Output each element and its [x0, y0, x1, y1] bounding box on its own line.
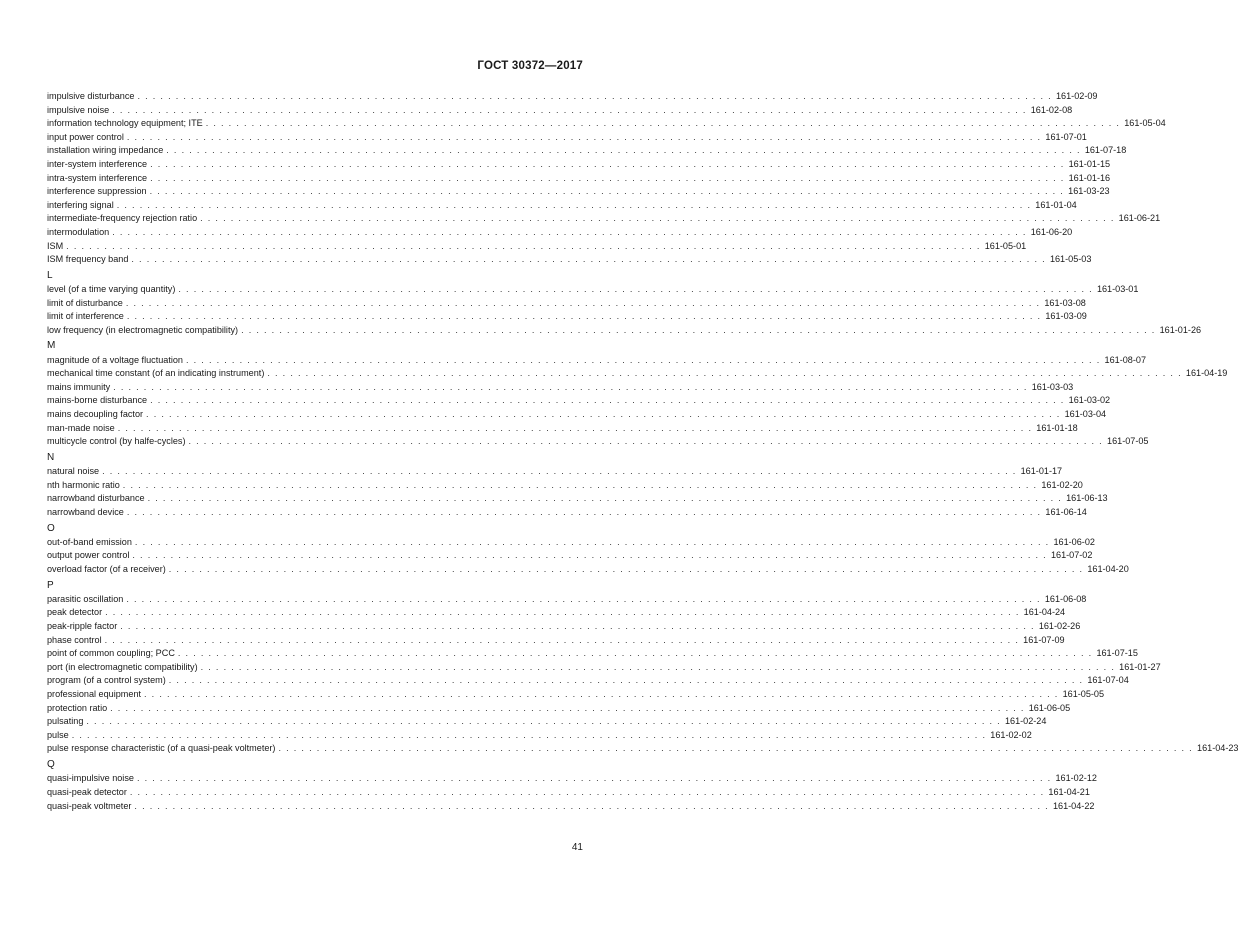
term-code: 161-03-03 — [1031, 381, 1074, 392]
term-text: pulse — [47, 729, 69, 740]
term-code: 161-01-16 — [1068, 172, 1111, 183]
term-text: peak-ripple factor — [47, 621, 118, 632]
term-code: 161-05-04 — [1124, 118, 1166, 129]
term-text: out-of-band emission — [47, 536, 132, 547]
index-entry — [47, 593, 1087, 607]
term-text: nth harmonic ratio — [47, 479, 120, 490]
term-code: 161-06-14 — [1045, 506, 1087, 517]
dot-leader: . . . . . . . . . . . . . . . . . . . . . . . . . . . . . . . . . . . . . . . . . . . . . . . . . . . . . . . . . . . . . . . . . . . . . . . . . . . . . . . . . . . . . . . . . . . . . . . . . . . . . . . . . . . . . . . . . . . . . . . . — [112, 104, 1027, 115]
dot-leader: . . . . . . . . . . . . . . . . . . . . . . . . . . . . . . . . . . . . . . . . . . . . . . . . . . . . . . . . . . . . . . . . . . . . . . . . . . . . . . . . . . . . . . . . . . . . . . . . . . . . . . . . . . . . . . . . . . . . . . . . — [144, 689, 1059, 700]
term-index — [47, 90, 1238, 813]
index-entry — [47, 634, 1065, 648]
term-code: 161-06-20 — [1030, 226, 1073, 237]
dot-leader: . . . . . . . . . . . . . . . . . . . . . . . . . . . . . . . . . . . . . . . . . . . . . . . . . . . . . . . . . . . . . . . . . . . . . . . . . . . . . . . . . . . . . . . . . . . . . . . . . . . . . . . . . . . . . . . . . . . . . . . . — [168, 564, 1084, 574]
term-code: 161-01-15 — [1068, 158, 1111, 169]
dot-leader: . . . . . . . . . . . . . . . . . . . . . . . . . . . . . . . . . . . . . . . . . . . . . . . . . . . . . . . . . . . . . . . . . . . . . . . . . . . . . . . . . . . . . . . . . . . . . . . . . . . . . . . . . . . . . . . . . . . . . . . . — [241, 324, 1156, 335]
section-letter: O — [47, 522, 55, 534]
index-entry — [47, 742, 1238, 756]
term-text: level (of a time varying quantity) — [47, 284, 176, 295]
term-code: 161-06-05 — [1028, 702, 1071, 713]
term-code: 161-06-21 — [1118, 213, 1161, 224]
dot-leader: . . . . . . . . . . . . . . . . . . . . . . . . . . . . . . . . . . . . . . . . . . . . . . . . . . . . . . . . . . . . . . . . . . . . . . . . . . . . . . . . . . . . . . . . . . . . . . . . . . . . . . . . . . . . . . . . . . . . . . . . — [137, 91, 1052, 101]
index-entry — [47, 506, 1087, 520]
dot-leader: . . . . . . . . . . . . . . . . . . . . . . . . . . . . . . . . . . . . . . . . . . . . . . . . . . . . . . . . . . . . . . . . . . . . . . . . . . . . . . . . . . . . . . . . . . . . . . . . . . . . . . . . . . . . . . . . . . . . . . . . — [122, 479, 1038, 490]
dot-leader: . . . . . . . . . . . . . . . . . . . . . . . . . . . . . . . . . . . . . . . . . . . . . . . . . . . . . . . . . . . . . . . . . . . . . . . . . . . . . . . . . . . . . . . . . . . . . . . . . . . . . . . . . . . . . . . . . . . . . . . . — [71, 729, 987, 740]
dot-leader: . . . . . . . . . . . . . . . . . . . . . . . . . . . . . . . . . . . . . . . . . . . . . . . . . . . . . . . . . . . . . . . . . . . . . . . . . . . . . . . . . . . . . . . . . . . . . . . . . . . . . . . . . . . . . . . . . . . . . . . . — [168, 675, 1084, 686]
term-text: natural noise — [47, 466, 100, 477]
index-entry — [47, 465, 1063, 479]
dot-leader: . . . . . . . . . . . . . . . . . . . . . . . . . . . . . . . . . . . . . . . . . . . . . . . . . . . . . . . . . . . . . . . . . . . . . . . . . . . . . . . . . . . . . . . . . . . . . . . . . . . . . . . . . . . . . . . . . . . . . . . . — [177, 648, 1093, 659]
term-code: 161-07-15 — [1096, 648, 1138, 659]
dot-leader: . . . . . . . . . . . . . . . . . . . . . . . . . . . . . . . . . . . . . . . . . . . . . . . . . . . . . . . . . . . . . . . . . . . . . . . . . . . . . . . . . . . . . . . . . . . . . . . . . . . . . . . . . . . . . . . . . . . . . . . . — [149, 186, 1065, 197]
dot-leader: . . . . . . . . . . . . . . . . . . . . . . . . . . . . . . . . . . . . . . . . . . . . . . . . . . . . . . . . . . . . . . . . . . . . . . . . . . . . . . . . . . . . . . . . . . . . . . . . . . . . . . . . . . . . . . . . . . . . . . . . — [136, 773, 1052, 784]
dot-leader: . . . . . . . . . . . . . . . . . . . . . . . . . . . . . . . . . . . . . . . . . . . . . . . . . . . . . . . . . . . . . . . . . . . . . . . . . . . . . . . . . . . . . . . . . . . . . . . . . . . . . . . . . . . . . . . . . . . . . . . . — [112, 226, 1027, 237]
term-text: magnitude of a voltage fluctuation — [47, 354, 183, 365]
index-entry — [47, 435, 1149, 449]
term-code: 161-08-07 — [1104, 354, 1147, 365]
dot-leader: . . . . . . . . . . . . . . . . . . . . . . . . . . . . . . . . . . . . . . . . . . . . . . . . . . . . . . . . . . . . . . . . . . . . . . . . . . . . . . . . . . . . . . . . . . . . . . . . . . . . . . . . . . . . . . . . . . . . . . . . — [86, 716, 1001, 727]
term-code: 161-03-09 — [1045, 311, 1087, 322]
index-entry — [47, 117, 1166, 131]
index-entry — [47, 310, 1087, 324]
term-code: 161-02-12 — [1055, 773, 1097, 784]
term-text: quasi-peak detector — [47, 786, 127, 797]
section-letter: N — [47, 451, 55, 463]
term-text: parasitic oscillation — [47, 593, 124, 604]
dot-leader: . . . . . . . . . . . . . . . . . . . . . . . . . . . . . . . . . . . . . . . . . . . . . . . . . . . . . . . . . . . . . . . . . . . . . . . . . . . . . . . . . . . . . . . . . . . . . . . . . . . . . . . . . . . . . . . . . . . . . . . . — [102, 466, 1017, 477]
term-code: 161-03-04 — [1064, 409, 1107, 420]
term-text: limit of disturbance — [47, 297, 123, 308]
section-letter: L — [47, 269, 53, 281]
dot-leader: . . . . . . . . . . . . . . . . . . . . . . . . . . . . . . . . . . . . . . . . . . . . . . . . . . . . . . . . . . . . . . . . . . . . . . . . . . . . . . . . . . . . . . . . . . . . . . . . . . . . . . . . . . . . . . . . . . . . . . . . — [126, 593, 1041, 604]
term-code: 161-03-23 — [1068, 186, 1110, 197]
index-entry — [47, 729, 1032, 743]
dot-leader: . . . . . . . . . . . . . . . . . . . . . . . . . . . . . . . . . . . . . . . . . . . . . . . . . . . . . . . . . . . . . . . . . . . . . . . . . . . . . . . . . . . . . . . . . . . . . . . . . . . . . . . . . . . . . . . . . . . . . . . . — [132, 550, 1047, 561]
term-code: 161-02-02 — [990, 729, 1032, 740]
term-code: 161-07-01 — [1045, 131, 1087, 142]
term-text: ISM — [47, 240, 64, 251]
dot-leader: . . . . . . . . . . . . . . . . . . . . . . . . . . . . . . . . . . . . . . . . . . . . . . . . . . . . . . . . . . . . . . . . . . . . . . . . . . . . . . . . . . . . . . . . . . . . . . . . . . . . . . . . . . . . . . . . . . . . . . . . — [129, 786, 1045, 797]
section-letter: M — [47, 340, 56, 352]
index-entry — [47, 253, 1092, 267]
term-text: pulse response characteristic (of a quasi-peak voltmeter) — [47, 743, 276, 754]
dot-leader: . . . . . . . . . . . . . . . . . . . . . . . . . . . . . . . . . . . . . . . . . . . . . . . . . . . . . . . . . . . . . . . . . . . . . . . . . . . . . . . . . . . . . . . . . . . . . . . . . . . . . . . . . . . . . . . . . . . . . . . . — [120, 621, 1035, 632]
index-entry — [47, 674, 1129, 688]
term-code: 161-01-18 — [1036, 422, 1078, 433]
dot-leader: . . . . . . . . . . . . . . . . . . . . . . . . . . . . . . . . . . . . . . . . . . . . . . . . . . . . . . . . . . . . . . . . . . . . . . . . . . . . . . . . . . . . . . . . . . . . . . . . . . . . . . . . . . . . . . . . . . . . . . . . — [134, 536, 1050, 547]
term-text: multicycle control (by halfe-cycles) — [47, 436, 186, 447]
term-code: 161-04-23 — [1197, 743, 1238, 754]
dot-leader: . . . . . . . . . . . . . . . . . . . . . . . . . . . . . . . . . . . . . . . . . . . . . . . . . . . . . . . . . . . . . . . . . . . . . . . . . . . . . . . . . . . . . . . . . . . . . . . . . . . . . . . . . . . . . . . . . . . . . . . . — [126, 311, 1042, 322]
index-entry — [47, 226, 1073, 240]
term-code: 161-03-08 — [1044, 297, 1086, 308]
term-code: 161-07-04 — [1087, 675, 1129, 686]
index-entry — [47, 800, 1095, 814]
term-code: 161-06-13 — [1066, 493, 1108, 504]
term-text: mains-borne disturbance — [47, 395, 148, 406]
term-text: quasi-peak voltmeter — [47, 800, 132, 811]
term-text: narrowband device — [47, 506, 124, 517]
dot-leader: . . . . . . . . . . . . . . . . . . . . . . . . . . . . . . . . . . . . . . . . . . . . . . . . . . . . . . . . . . . . . . . . . . . . . . . . . . . . . . . . . . . . . . . . . . . . . . . . . . . . . . . . . . . . . . . . . . . . . . . . — [146, 409, 1061, 420]
dot-leader: . . . . . . . . . . . . . . . . . . . . . . . . . . . . . . . . . . . . . . . . . . . . . . . . . . . . . . . . . . . . . . . . . . . . . . . . . . . . . . . . . . . . . . . . . . . . . . . . . . . . . . . . . . . . . . . . . . . . . . . . — [66, 240, 981, 251]
term-code: 161-01-26 — [1159, 324, 1202, 335]
term-code: 161-05-01 — [984, 240, 1027, 251]
dot-leader: . . . . . . . . . . . . . . . . . . . . . . . . . . . . . . . . . . . . . . . . . . . . . . . . . . . . . . . . . . . . . . . . . . . . . . . . . . . . . . . . . . . . . . . . . . . . . . . . . . . . . . . . . . . . . . . . . . . . . . . . — [200, 213, 1115, 224]
index-entry — [47, 240, 1027, 254]
term-text: mechanical time constant (of an indicating instrument) — [47, 368, 265, 379]
term-text: narrowband disturbance — [47, 493, 145, 504]
dot-leader: . . . . . . . . . . . . . . . . . . . . . . . . . . . . . . . . . . . . . . . . . . . . . . . . . . . . . . . . . . . . . . . . . . . . . . . . . . . . . . . . . . . . . . . . . . . . . . . . . . . . . . . . . . . . . . . . . . . . . . . . — [186, 354, 1101, 365]
term-code: 161-03-02 — [1068, 395, 1111, 406]
term-text: point of common coupling; PCC — [47, 648, 175, 659]
dot-leader: . . . . . . . . . . . . . . . . . . . . . . . . . . . . . . . . . . . . . . . . . . . . . . . . . . . . . . . . . . . . . . . . . . . . . . . . . . . . . . . . . . . . . . . . . . . . . . . . . . . . . . . . . . . . . . . . . . . . . . . . — [147, 493, 1063, 504]
term-code: 161-05-05 — [1062, 689, 1105, 700]
term-text: intermodulation — [47, 226, 110, 237]
index-entry — [47, 104, 1073, 118]
index-entry — [47, 422, 1078, 436]
index-entry — [47, 563, 1129, 577]
term-code: 161-02-20 — [1041, 479, 1083, 490]
dot-leader: . . . . . . . . . . . . . . . . . . . . . . . . . . . . . . . . . . . . . . . . . . . . . . . . . . . . . . . . . . . . . . . . . . . . . . . . . . . . . . . . . . . . . . . . . . . . . . . . . . . . . . . . . . . . . . . . . . . . . . . . — [126, 506, 1042, 517]
term-code: 161-06-02 — [1053, 536, 1095, 547]
term-text: information technology equipment; ITE — [47, 118, 203, 129]
term-text: professional equipment — [47, 689, 142, 700]
index-entry — [47, 144, 1127, 158]
index-entry — [47, 688, 1105, 702]
index-entry — [47, 786, 1090, 800]
term-code: 161-02-26 — [1038, 621, 1081, 632]
index-entry — [47, 492, 1108, 506]
index-entry — [47, 394, 1111, 408]
index-entry — [47, 549, 1093, 563]
index-entry — [47, 297, 1086, 311]
term-code: 161-07-05 — [1107, 436, 1149, 447]
index-entry — [47, 381, 1074, 395]
dot-leader: . . . . . . . . . . . . . . . . . . . . . . . . . . . . . . . . . . . . . . . . . . . . . . . . . . . . . . . . . . . . . . . . . . . . . . . . . . . . . . . . . . . . . . . . . . . . . . . . . . . . . . . . . . . . . . . . . . . . . . . . — [117, 422, 1033, 433]
index-entry — [47, 283, 1139, 297]
term-text: output power control — [47, 550, 130, 561]
index-entry — [47, 367, 1228, 381]
term-text: overload factor (of a receiver) — [47, 564, 166, 574]
term-code: 161-03-01 — [1096, 284, 1139, 295]
term-text: phase control — [47, 634, 102, 645]
term-code: 161-01-27 — [1119, 661, 1161, 672]
term-text: interference suppression — [47, 186, 147, 197]
dot-leader: . . . . . . . . . . . . . . . . . . . . . . . . . . . . . . . . . . . . . . . . . . . . . . . . . . . . . . . . . . . . . . . . . . . . . . . . . . . . . . . . . . . . . . . . . . . . . . . . . . . . . . . . . . . . . . . . . . . . . . . . — [104, 634, 1020, 645]
page-number: 41 — [571, 842, 583, 853]
index-entry — [47, 620, 1081, 634]
term-code: 161-02-09 — [1056, 91, 1098, 101]
term-code: 161-04-19 — [1185, 368, 1228, 379]
dot-leader: . . . . . . . . . . . . . . . . . . . . . . . . . . . . . . . . . . . . . . . . . . . . . . . . . . . . . . . . . . . . . . . . . . . . . . . . . . . . . . . . . . . . . . . . . . . . . . . . . . . . . . . . . . . . . . . . . . . . . . . . — [200, 661, 1116, 672]
term-code: 161-04-20 — [1087, 564, 1129, 574]
dot-leader: . . . . . . . . . . . . . . . . . . . . . . . . . . . . . . . . . . . . . . . . . . . . . . . . . . . . . . . . . . . . . . . . . . . . . . . . . . . . . . . . . . . . . . . . . . . . . . . . . . . . . . . . . . . . . . . . . . . . . . . . — [110, 702, 1025, 713]
dot-leader: . . . . . . . . . . . . . . . . . . . . . . . . . . . . . . . . . . . . . . . . . . . . . . . . . . . . . . . . . . . . . . . . . . . . . . . . . . . . . . . . . . . . . . . . . . . . . . . . . . . . . . . . . . . . . . . . . . . . . . . . — [205, 118, 1121, 129]
index-entry — [47, 131, 1087, 145]
term-code: 161-02-08 — [1030, 104, 1073, 115]
term-text: quasi-impulsive noise — [47, 773, 134, 784]
index-entry — [47, 715, 1047, 729]
index-entry — [47, 647, 1138, 661]
index-entry — [47, 772, 1097, 786]
dot-leader: . . . . . . . . . . . . . . . . . . . . . . . . . . . . . . . . . . . . . . . . . . . . . . . . . . . . . . . . . . . . . . . . . . . . . . . . . . . . . . . . . . . . . . . . . . . . . . . . . . . . . . . . . . . . . . . . . . . . . . . . — [150, 172, 1065, 183]
term-code: 161-04-24 — [1023, 607, 1066, 618]
term-code: 161-07-18 — [1084, 145, 1127, 156]
term-text: intermediate-frequency rejection ratio — [47, 213, 198, 224]
index-entry — [47, 354, 1147, 368]
dot-leader: . . . . . . . . . . . . . . . . . . . . . . . . . . . . . . . . . . . . . . . . . . . . . . . . . . . . . . . . . . . . . . . . . . . . . . . . . . . . . . . . . . . . . . . . . . . . . . . . . . . . . . . . . . . . . . . . . . . . . . . . — [125, 297, 1041, 308]
term-text: intra-system interference — [47, 172, 148, 183]
section-letter: Q — [47, 759, 55, 771]
term-text: low frequency (in electromagnetic compatibility) — [47, 324, 239, 335]
term-text: interfering signal — [47, 199, 114, 210]
term-code: 161-01-17 — [1020, 466, 1063, 477]
index-entry — [47, 172, 1111, 186]
term-code: 161-07-09 — [1023, 634, 1065, 645]
term-text: port (in electromagnetic compatibility) — [47, 661, 198, 672]
term-code: 161-06-08 — [1044, 593, 1087, 604]
index-entry — [47, 158, 1111, 172]
term-text: pulsating — [47, 716, 84, 727]
term-code: 161-01-04 — [1035, 199, 1077, 210]
term-code: 161-05-03 — [1049, 254, 1092, 265]
dot-leader: . . . . . . . . . . . . . . . . . . . . . . . . . . . . . . . . . . . . . . . . . . . . . . . . . . . . . . . . . . . . . . . . . . . . . . . . . . . . . . . . . . . . . . . . . . . . . . . . . . . . . . . . . . . . . . . . . . . . . . . . — [134, 800, 1049, 811]
index-entry — [47, 324, 1202, 338]
dot-leader: . . . . . . . . . . . . . . . . . . . . . . . . . . . . . . . . . . . . . . . . . . . . . . . . . . . . . . . . . . . . . . . . . . . . . . . . . . . . . . . . . . . . . . . . . . . . . . . . . . . . . . . . . . . . . . . . . . . . . . . . — [116, 199, 1032, 210]
term-text: impulsive noise — [47, 104, 110, 115]
dot-leader: . . . . . . . . . . . . . . . . . . . . . . . . . . . . . . . . . . . . . . . . . . . . . . . . . . . . . . . . . . . . . . . . . . . . . . . . . . . . . . . . . . . . . . . . . . . . . . . . . . . . . . . . . . . . . . . . . . . . . . . . — [150, 395, 1065, 406]
term-text: inter-system interference — [47, 158, 148, 169]
term-code: 161-04-21 — [1048, 786, 1090, 797]
term-text: installation wiring impedance — [47, 145, 164, 156]
term-text: mains decoupling factor — [47, 409, 144, 420]
term-code: 161-02-24 — [1004, 716, 1047, 727]
dot-leader: . . . . . . . . . . . . . . . . . . . . . . . . . . . . . . . . . . . . . . . . . . . . . . . . . . . . . . . . . . . . . . . . . . . . . . . . . . . . . . . . . . . . . . . . . . . . . . . . . . . . . . . . . . . . . . . . . . . . . . . . — [105, 607, 1020, 618]
index-entry — [47, 606, 1066, 620]
dot-leader: . . . . . . . . . . . . . . . . . . . . . . . . . . . . . . . . . . . . . . . . . . . . . . . . . . . . . . . . . . . . . . . . . . . . . . . . . . . . . . . . . . . . . . . . . . . . . . . . . . . . . . . . . . . . . . . . . . . . . . . . — [150, 158, 1065, 169]
dot-leader: . . . . . . . . . . . . . . . . . . . . . . . . . . . . . . . . . . . . . . . . . . . . . . . . . . . . . . . . . . . . . . . . . . . . . . . . . . . . . . . . . . . . . . . . . . . . . . . . . . . . . . . . . . . . . . . . . . . . . . . . — [113, 381, 1028, 392]
index-entry — [47, 185, 1110, 199]
term-text: peak detector — [47, 607, 103, 618]
term-text: mains immunity — [47, 381, 111, 392]
term-text: protection ratio — [47, 702, 108, 713]
dot-leader: . . . . . . . . . . . . . . . . . . . . . . . . . . . . . . . . . . . . . . . . . . . . . . . . . . . . . . . . . . . . . . . . . . . . . . . . . . . . . . . . . . . . . . . . . . . . . . . . . . . . . . . . . . . . . . . . . . . . . . . . — [126, 131, 1042, 142]
index-entry — [47, 90, 1098, 104]
term-text: program (of a control system) — [47, 675, 166, 686]
dot-leader: . . . . . . . . . . . . . . . . . . . . . . . . . . . . . . . . . . . . . . . . . . . . . . . . . . . . . . . . . . . . . . . . . . . . . . . . . . . . . . . . . . . . . . . . . . . . . . . . . . . . . . . . . . . . . . . . . . . . . . . . — [178, 284, 1093, 295]
term-text: ISM frequency band — [47, 254, 129, 265]
standard-title: ГОСТ 30372—2017 — [477, 60, 583, 72]
index-entry — [47, 199, 1077, 213]
section-letter: P — [47, 579, 54, 591]
dot-leader: . . . . . . . . . . . . . . . . . . . . . . . . . . . . . . . . . . . . . . . . . . . . . . . . . . . . . . . . . . . . . . . . . . . . . . . . . . . . . . . . . . . . . . . . . . . . . . . . . . . . . . . . . . . . . . . . . . . . . . . . — [278, 743, 1194, 754]
dot-leader: . . . . . . . . . . . . . . . . . . . . . . . . . . . . . . . . . . . . . . . . . . . . . . . . . . . . . . . . . . . . . . . . . . . . . . . . . . . . . . . . . . . . . . . . . . . . . . . . . . . . . . . . . . . . . . . . . . . . . . . . — [188, 436, 1104, 447]
index-entry — [47, 479, 1083, 493]
dot-leader: . . . . . . . . . . . . . . . . . . . . . . . . . . . . . . . . . . . . . . . . . . . . . . . . . . . . . . . . . . . . . . . . . . . . . . . . . . . . . . . . . . . . . . . . . . . . . . . . . . . . . . . . . . . . . . . . . . . . . . . . — [166, 145, 1081, 156]
dot-leader: . . . . . . . . . . . . . . . . . . . . . . . . . . . . . . . . . . . . . . . . . . . . . . . . . . . . . . . . . . . . . . . . . . . . . . . . . . . . . . . . . . . . . . . . . . . . . . . . . . . . . . . . . . . . . . . . . . . . . . . . — [131, 254, 1046, 265]
term-code: 161-07-02 — [1050, 550, 1093, 561]
index-entry — [47, 212, 1161, 226]
term-text: man-made noise — [47, 422, 115, 433]
index-entry — [47, 661, 1161, 675]
term-code: 161-04-22 — [1052, 800, 1095, 811]
index-entry — [47, 702, 1071, 716]
term-text: impulsive disturbance — [47, 91, 135, 101]
index-entry — [47, 408, 1107, 422]
dot-leader: . . . . . . . . . . . . . . . . . . . . . . . . . . . . . . . . . . . . . . . . . . . . . . . . . . . . . . . . . . . . . . . . . . . . . . . . . . . . . . . . . . . . . . . . . . . . . . . . . . . . . . . . . . . . . . . . . . . . . . . . — [267, 368, 1182, 379]
term-text: input power control — [47, 131, 124, 142]
index-entry — [47, 536, 1095, 550]
term-text: limit of interference — [47, 311, 124, 322]
